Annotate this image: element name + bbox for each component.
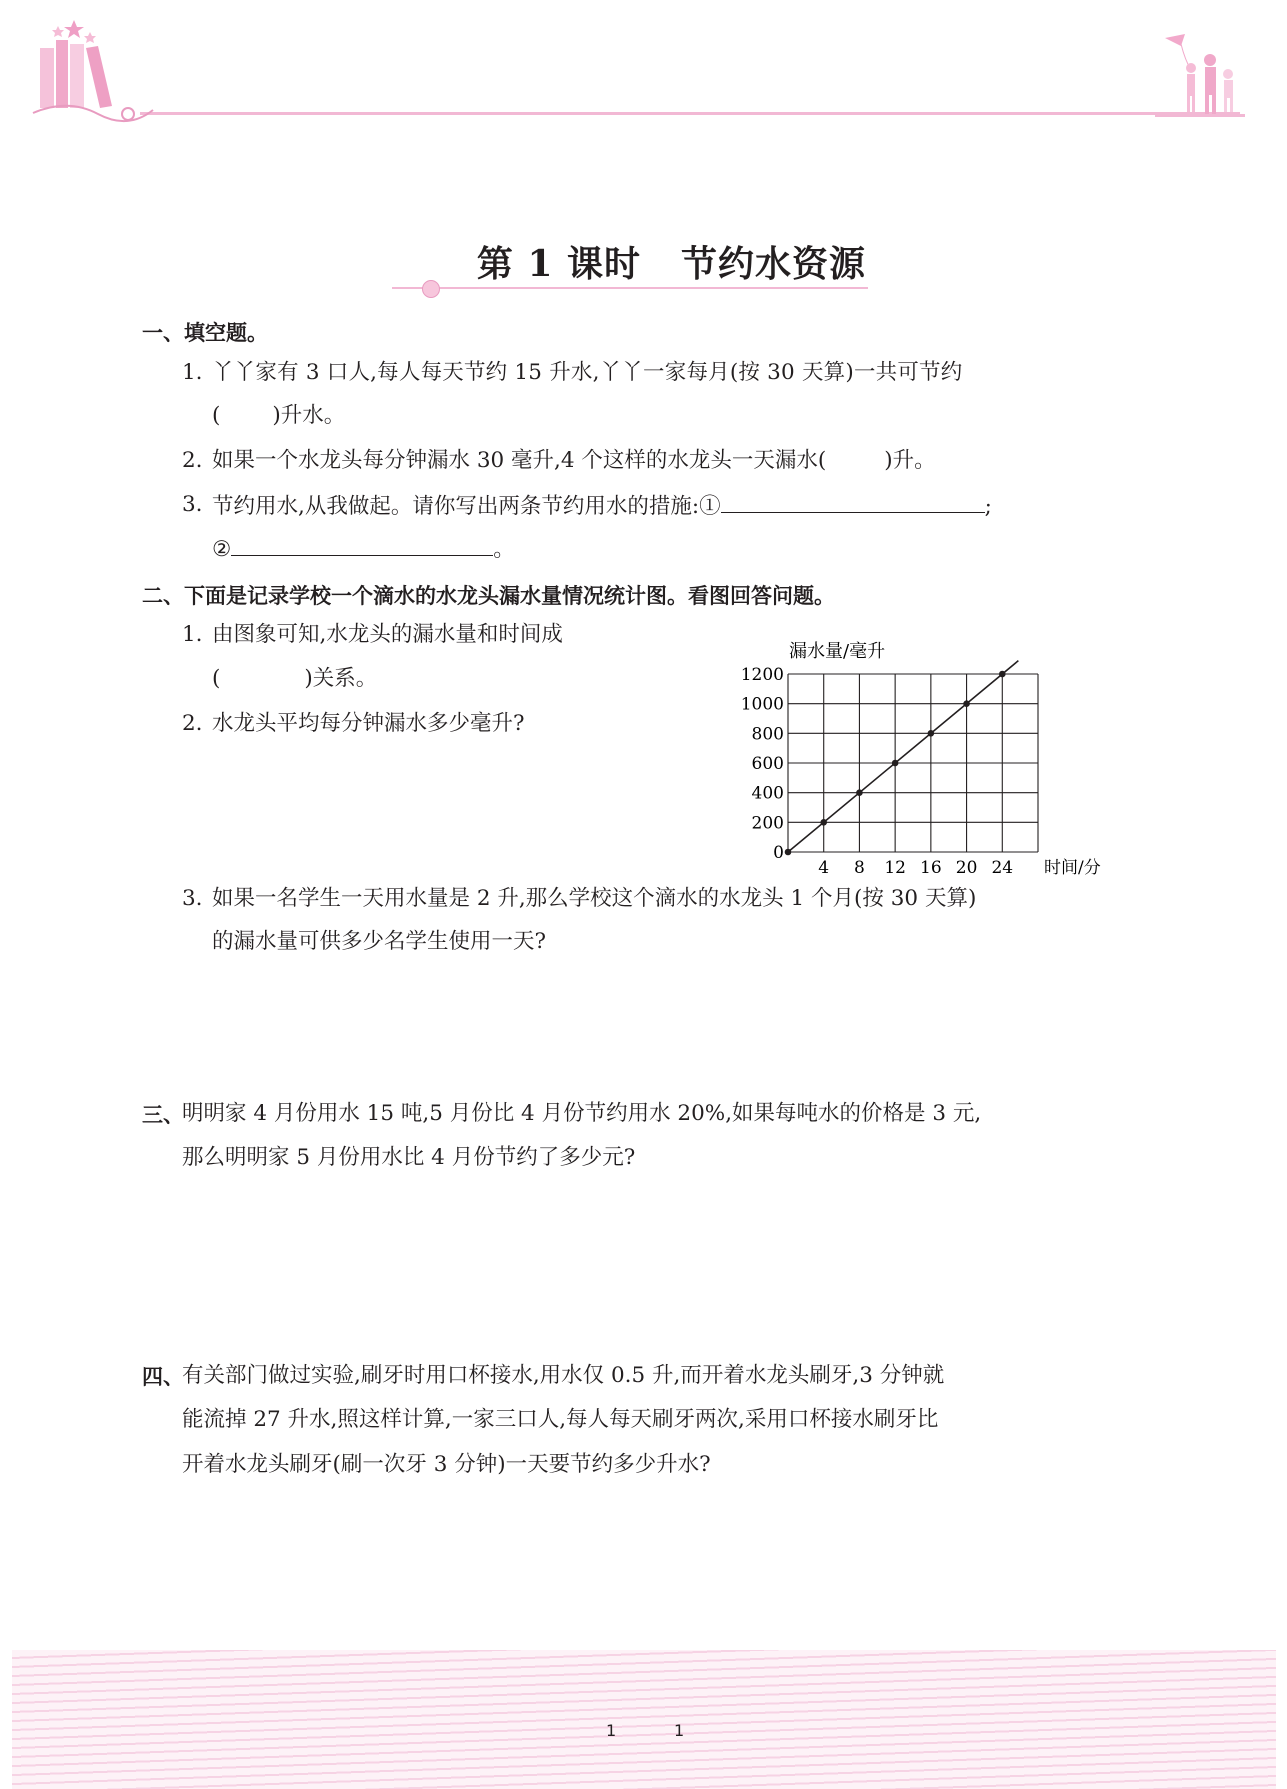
s2-q2-number: 2. — [182, 711, 203, 736]
s2-q2-text: 水龙头平均每分钟漏水多少毫升? — [212, 711, 525, 736]
chart-y-tick-label: 800 — [751, 724, 784, 745]
s4-line1: 有关部门做过实验,刷牙时用口杯接水,用水仅 0.5 升,而开着水龙头刷牙,3 分钟就 — [182, 1363, 945, 1388]
s1-q3-number: 3. — [182, 492, 203, 517]
chart-y-axis-label: 漏水量/毫升 — [789, 641, 886, 662]
s1-q1-open-paren: ( — [212, 403, 221, 428]
chart-data-point — [785, 849, 792, 856]
chart-x-tick-label: 20 — [955, 858, 978, 878]
s1-q2-text-b: )升。 — [884, 448, 936, 473]
s4-line2: 能流掉 27 升水,照这样计算,一家三口人,每人每天刷牙两次,采用口杯接水刷牙比 — [182, 1407, 939, 1432]
chart-y-tick-label: 0 — [773, 843, 784, 863]
s2-q1-close: )关系。 — [304, 666, 378, 691]
section-1-heading: 一、填空题。 — [142, 321, 268, 345]
section-2-heading: 二、下面是记录学校一个滴水的水龙头漏水量情况统计图。看图回答问题。 — [142, 584, 835, 608]
s2-q1-number: 1. — [182, 622, 203, 647]
chart-x-tick-label: 16 — [920, 858, 942, 878]
chart-x-tick-label: 4 — [818, 858, 830, 878]
chart-x-tick-labels — [818, 858, 1013, 878]
title-underline — [392, 287, 868, 289]
s3-line1: 明明家 4 月份用水 15 吨,5 月份比 4 月份节约用水 20%,如果每吨水的价格是 3 元, — [182, 1101, 982, 1126]
book-stars-icon — [28, 18, 158, 128]
s2-q3-number: 3. — [182, 886, 203, 911]
chart-y-tick-label: 600 — [751, 754, 784, 774]
s3-line2: 那么明明家 5 月份用水比 4 月份节约了多少元? — [182, 1145, 636, 1170]
s1-q1-line2 — [212, 401, 345, 431]
page-title — [477, 236, 866, 287]
lesson-number: 第 1 课时 — [476, 243, 642, 285]
chart-y-tick-label: 1200 — [740, 665, 784, 685]
s1-q3-line1 — [212, 490, 992, 522]
section-3-heading: 三、 — [142, 1103, 184, 1127]
footer-band — [12, 1650, 1276, 1789]
s2-q3-line1: 如果一名学生一天用水量是 2 升,那么学校这个滴水的水龙头 1 个月(按 30 天算) — [212, 886, 977, 911]
chart-y-tick-label: 200 — [751, 813, 784, 834]
chart-y-tick-labels — [741, 665, 784, 863]
s2-q1-line2 — [212, 664, 377, 694]
chart-data-point — [820, 819, 827, 826]
chart-data-point — [856, 789, 863, 796]
chart-x-axis-label: 时间/分 — [1044, 858, 1101, 878]
s1-q3-period: 。 — [493, 537, 515, 562]
lesson-topic: 节约水资源 — [681, 243, 867, 285]
s1-q3-line2 — [212, 533, 515, 565]
s1-q2-number: 2. — [182, 448, 203, 473]
chart-grid — [788, 674, 1038, 852]
s1-q1-close: )升水。 — [272, 403, 346, 428]
s4-line3: 开着水龙头刷牙(刷一次牙 3 分钟)一天要节约多少升水? — [182, 1452, 711, 1477]
chart-x-tick-label: 24 — [991, 858, 1014, 878]
page-number-left: 1 — [606, 1721, 617, 1740]
chart-y-tick-label: 1000 — [740, 694, 784, 715]
title-block — [0, 236, 1287, 287]
children-kite-icon — [1155, 30, 1245, 120]
chart-data-point — [892, 760, 899, 767]
s1-q1-line1: 丫丫家有 3 口人,每人每天节约 15 升水,丫丫一家每月(按 30 天算)一共可节约 — [212, 360, 963, 385]
s1-q2-line — [212, 446, 936, 476]
header-rule — [140, 112, 1240, 115]
chart-y-tick-label: 400 — [751, 783, 784, 804]
s1-q3-circle-2: ② — [212, 537, 232, 562]
page-number-right: 1 — [674, 1721, 685, 1740]
chart-data-point — [999, 671, 1006, 678]
s1-q1-number: 1. — [182, 360, 203, 385]
chart-x-tick-label: 8 — [854, 858, 865, 878]
s1-q2-text-a: 如果一个水龙头每分钟漏水 30 毫升,4 个这样的水龙头一天漏水( — [212, 448, 827, 473]
chart-data-point — [928, 730, 935, 737]
leak-line-chart — [718, 640, 1136, 882]
chart-data-point — [963, 700, 970, 707]
chart-x-tick-label: 12 — [884, 858, 906, 878]
title-dot-ornament — [422, 280, 440, 298]
s1-q3-text: 节约用水,从我做起。请你写出两条节约用水的措施:① — [212, 494, 721, 519]
s1-q3-blank-1[interactable] — [721, 490, 985, 513]
s2-q1-open-paren: ( — [212, 666, 221, 691]
s1-q3-semicolon: ; — [984, 494, 992, 519]
s2-q3-line2: 的漏水量可供多少名学生使用一天? — [212, 929, 547, 954]
s1-q3-blank-2[interactable] — [231, 533, 493, 556]
s2-q1-line1: 由图象可知,水龙头的漏水量和时间成 — [212, 622, 563, 647]
section-4-heading: 四、 — [142, 1365, 184, 1389]
